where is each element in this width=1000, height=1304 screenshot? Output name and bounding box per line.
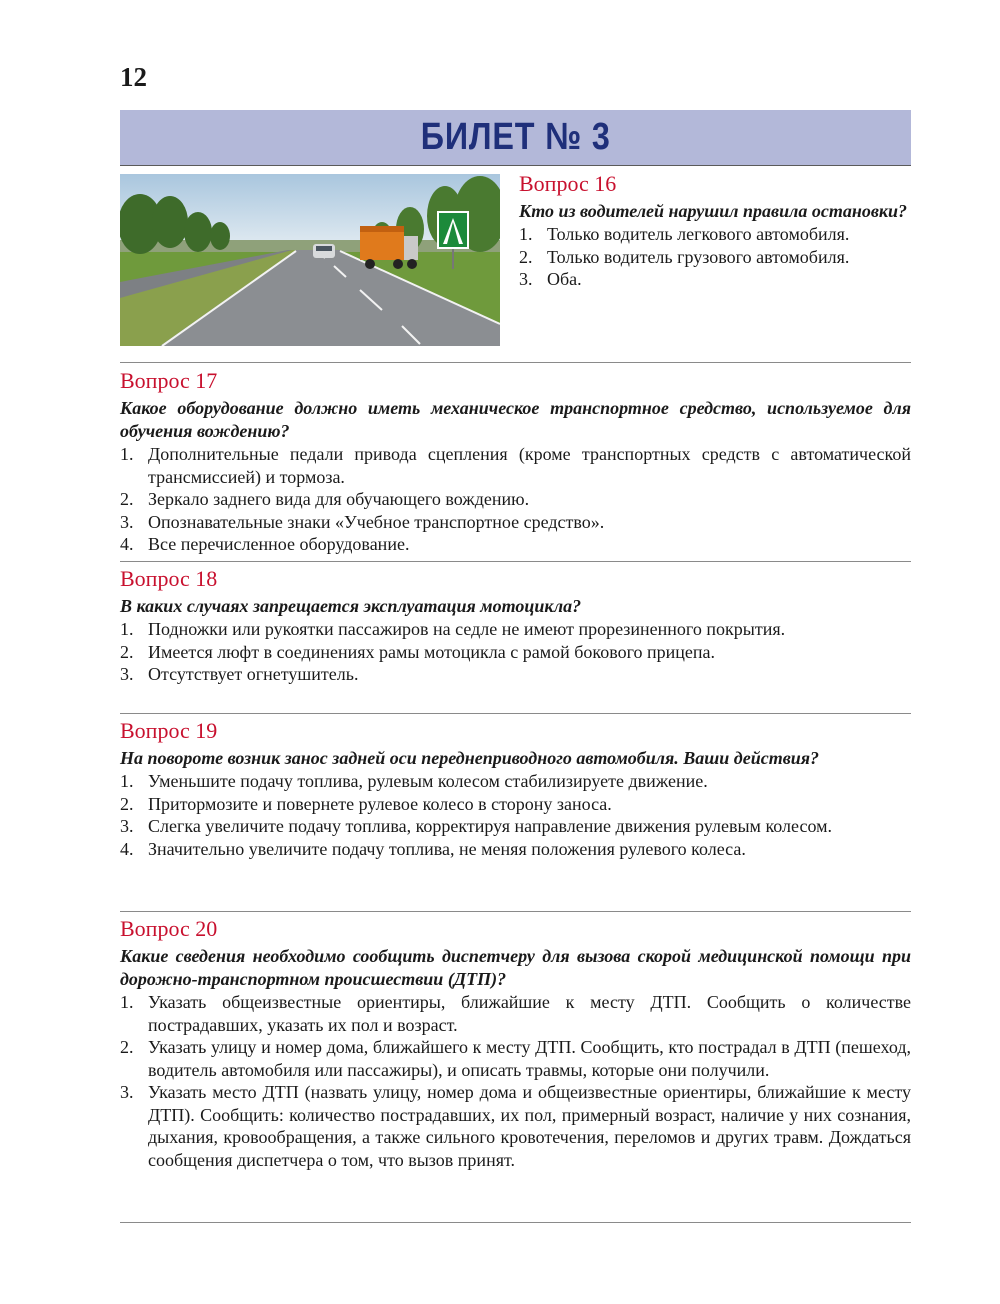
question-18-text: В каких случаях запрещается эксплуатация мотоцикла?: [120, 596, 582, 616]
answer-19-1[interactable]: 1. Уменьшите подачу топлива, рулевым колесом стабилизируете движение.: [120, 771, 708, 791]
answer-17-3[interactable]: 3. Опознавательные знаки «Учебное транспортное средство».: [120, 511, 605, 532]
question-18-answers: [120, 618, 911, 686]
answer-17-4[interactable]: 4. Все перечисленное оборудование.: [120, 534, 410, 554]
question-17-text: Какое оборудование должно иметь механическое транспортное средство, используемое для обучения вождению?: [120, 398, 911, 441]
page-number: 12: [120, 62, 147, 92]
road-illustration: [120, 174, 500, 346]
question-16-answers: [519, 223, 911, 291]
question-20-text: Какие сведения необходимо сообщить диспетчеру для вызова скорой медицинской помощи при дорожно-транспортном происшествии (ДТП)?: [120, 946, 911, 989]
divider: [120, 713, 911, 714]
answer-16-2[interactable]: 2. Только водитель грузового автомобиля.: [519, 246, 850, 267]
divider: [120, 561, 911, 562]
answer-20-1[interactable]: 1. Указать общеизвестные ориентиры, ближайшие к месту ДТП. Сообщить о количестве пострадавших, указать их пол и возраст.: [120, 992, 911, 1035]
answer-17-1[interactable]: 1. Дополнительные педали привода сцепления (кроме транспортных средств с автоматической трансмиссией) и тормоза.: [120, 444, 911, 487]
answer-20-3[interactable]: 3. Указать место ДТП (назвать улицу, номер дома и общеизвестные ориентиры, ближайшие к месту ДТП). Сообщить: количество пострадавших, их пол, примерный возраст, наличие у них сознания, дыхания, кровообращения, а также сильного кровотечения, переломов и других травм. Дождаться сообщения диспетчера о том, что вызов принят.: [120, 1082, 911, 1170]
divider: [120, 1222, 911, 1223]
question-17-title: Вопрос 17: [120, 368, 218, 393]
road-scene: [120, 174, 500, 346]
answer-16-1[interactable]: 1. Только водитель легкового автомобиля.: [519, 224, 850, 244]
question-16: [519, 170, 911, 291]
question-17: [120, 367, 911, 556]
question-19-answers: [120, 770, 911, 860]
answer-18-3[interactable]: 3. Отсутствует огнетушитель.: [120, 664, 359, 684]
question-16-title: Вопрос 16: [519, 171, 617, 196]
divider: [120, 362, 911, 363]
answer-19-2[interactable]: 2. Притормозите и повернете рулевое колесо в сторону заноса.: [120, 793, 612, 814]
question-19-text: На повороте возник занос задней оси переднеприводного автомобиля. Ваши действия?: [120, 748, 820, 768]
divider: [120, 911, 911, 912]
answer-18-2[interactable]: 2. Имеется люфт в соединениях рамы мотоцикла с рамой бокового прицепа.: [120, 641, 716, 662]
question-20-answers: [120, 991, 911, 1171]
answer-20-2[interactable]: 2. Указать улицу и номер дома, ближайшего к месту ДТП. Сообщить, кто пострадал в ДТП (пешеход, водитель автомобиля или пассажиры), и описать травмы, которые они получили.: [120, 1037, 911, 1080]
answer-19-3[interactable]: 3. Слегка увеличите подачу топлива, корректируя направление движения рулевым колесом.: [120, 816, 832, 836]
answer-17-2[interactable]: 2. Зеркало заднего вида для обучающего вождению.: [120, 489, 530, 509]
question-19: [120, 717, 911, 860]
question-16-text: Кто из водителей нарушил правила остановки?: [519, 201, 908, 221]
ticket-banner: [120, 110, 911, 166]
ticket-title: БИЛЕТ № 3: [420, 116, 611, 158]
question-20-title: Вопрос 20: [120, 916, 218, 941]
answer-18-1[interactable]: 1. Подножки или рукоятки пассажиров на седле не имеют прорезиненного покрытия.: [120, 619, 786, 639]
answer-16-3[interactable]: 3. Оба.: [519, 269, 582, 289]
question-17-answers: [120, 443, 911, 556]
question-20: [120, 915, 911, 1171]
question-18: [120, 565, 911, 686]
question-18-title: Вопрос 18: [120, 566, 218, 591]
question-19-title: Вопрос 19: [120, 718, 218, 743]
answer-19-4[interactable]: 4. Значительно увеличите подачу топлива, не меняя положения рулевого колеса.: [120, 838, 746, 859]
